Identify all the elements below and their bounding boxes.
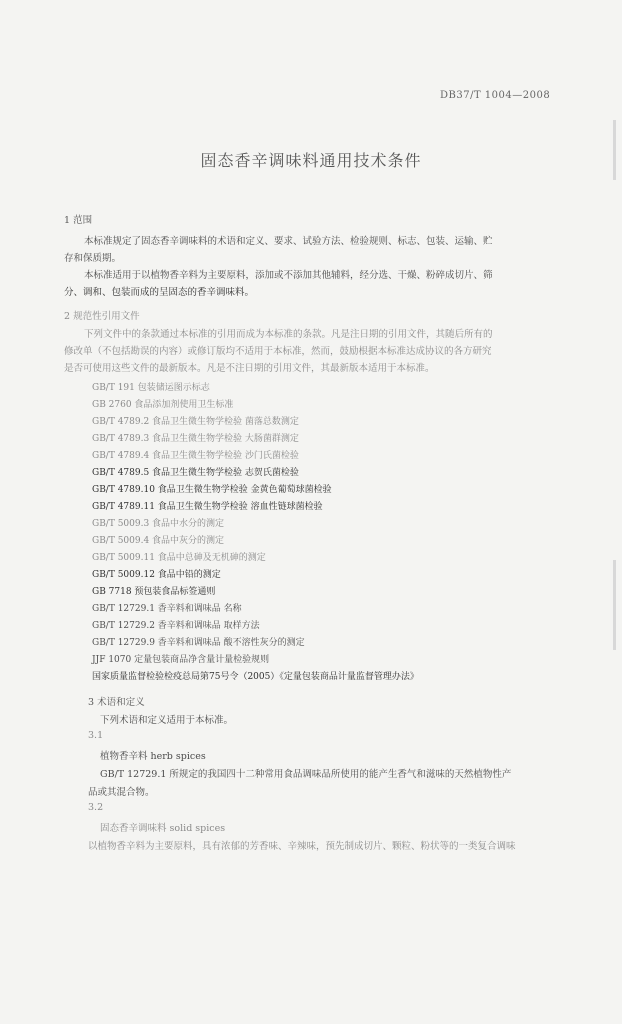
reference-item: GB/T 4789.2 食品卫生微生物学检验 菌落总数测定 <box>92 417 299 427</box>
section-1-para2-line1: 本标准适用于以植物香辛料为主要原料，添加或不添加其他辅料，经分选、干燥、粉碎成切片、筛 <box>84 270 493 281</box>
scan-edge-mark <box>613 560 616 650</box>
section-3-intro: 下列术语和定义适用于本标准。 <box>100 715 234 726</box>
term-3-2-def-line1: 以植物香辛料为主要原料，具有浓郁的芳香味、辛辣味，预先制成切片、颗粒、粉状等的一类复合调味 <box>88 841 516 852</box>
standard-number: DB37/T 1004—2008 <box>440 90 551 101</box>
term-3-1-number: 3.1 <box>88 730 104 741</box>
reference-item: GB 7718 预包装食品标签通则 <box>92 587 216 597</box>
term-3-1-name: 植物香辛料 herb spices <box>100 751 206 762</box>
section-1-heading: 1 范围 <box>64 215 93 226</box>
reference-item: GB/T 5009.12 食品中铅的测定 <box>92 570 221 580</box>
section-1-para1-line2: 存和保质期。 <box>64 253 122 264</box>
reference-item: GB/T 5009.11 食品中总砷及无机砷的测定 <box>92 553 266 563</box>
term-3-1-def-line1: GB/T 12729.1 所规定的我国四十二种常用食品调味品所使用的能产生香气和滋味的天然植物性产 <box>100 769 512 780</box>
section-1-para2-line2: 分、调和、包装而成的呈固态的香辛调味料。 <box>64 287 255 298</box>
reference-item: GB/T 4789.5 食品卫生微生物学检验 志贺氏菌检验 <box>92 468 299 478</box>
term-3-2-name: 固态香辛调味料 solid spices <box>100 823 226 834</box>
section-3-heading: 3 术语和定义 <box>88 697 145 708</box>
reference-item: GB/T 12729.1 香辛料和调味品 名称 <box>92 604 242 614</box>
section-2-intro-line2: 修改单（不包括勘误的内容）或修订版均不适用于本标准，然而，鼓励根据本标准达成协议的各方研究 <box>64 346 492 357</box>
reference-item: GB/T 12729.2 香辛料和调味品 取样方法 <box>92 621 260 631</box>
document-title: 固态香辛调味料通用技术条件 <box>200 151 422 170</box>
reference-item: GB/T 4789.4 食品卫生微生物学检验 沙门氏菌检验 <box>92 451 299 461</box>
reference-item: 国家质量监督检验检疫总局第75号令（2005）《定量包装商品计量监督管理办法》 <box>92 672 419 682</box>
reference-item: GB/T 4789.3 食品卫生微生物学检验 大肠菌群测定 <box>92 434 299 444</box>
term-3-2-number: 3.2 <box>88 802 104 813</box>
section-2-heading: 2 规范性引用文件 <box>64 311 140 322</box>
section-2-intro-line1: 下列文件中的条款通过本标准的引用而成为本标准的条款。凡是注日期的引用文件，其随后所有的 <box>84 329 493 340</box>
section-1-para1-line1: 本标准规定了固态香辛调味料的术语和定义、要求、试验方法、检验规则、标志、包装、运输、贮 <box>84 236 493 247</box>
term-3-1-def-line2: 品或其混合物。 <box>88 787 155 798</box>
reference-item: GB/T 4789.11 食品卫生微生物学检验 溶血性链球菌检验 <box>92 502 323 512</box>
reference-item: GB/T 12729.9 香辛料和调味品 酸不溶性灰分的测定 <box>92 638 305 648</box>
reference-item: GB/T 5009.4 食品中灰分的测定 <box>92 536 225 546</box>
section-2-intro-line3: 是否可使用这些文件的最新版本。凡是不注日期的引用文件，其最新版本适用于本标准。 <box>64 363 435 374</box>
reference-item: JJF 1070 定量包装商品净含量计量检验规则 <box>92 655 270 665</box>
reference-item: GB 2760 食品添加剂使用卫生标准 <box>92 400 234 410</box>
reference-item: GB/T 4789.10 食品卫生微生物学检验 金黄色葡萄球菌检验 <box>92 485 332 495</box>
reference-item: GB/T 191 包装储运图示标志 <box>92 383 210 393</box>
reference-item: GB/T 5009.3 食品中水分的测定 <box>92 519 225 529</box>
